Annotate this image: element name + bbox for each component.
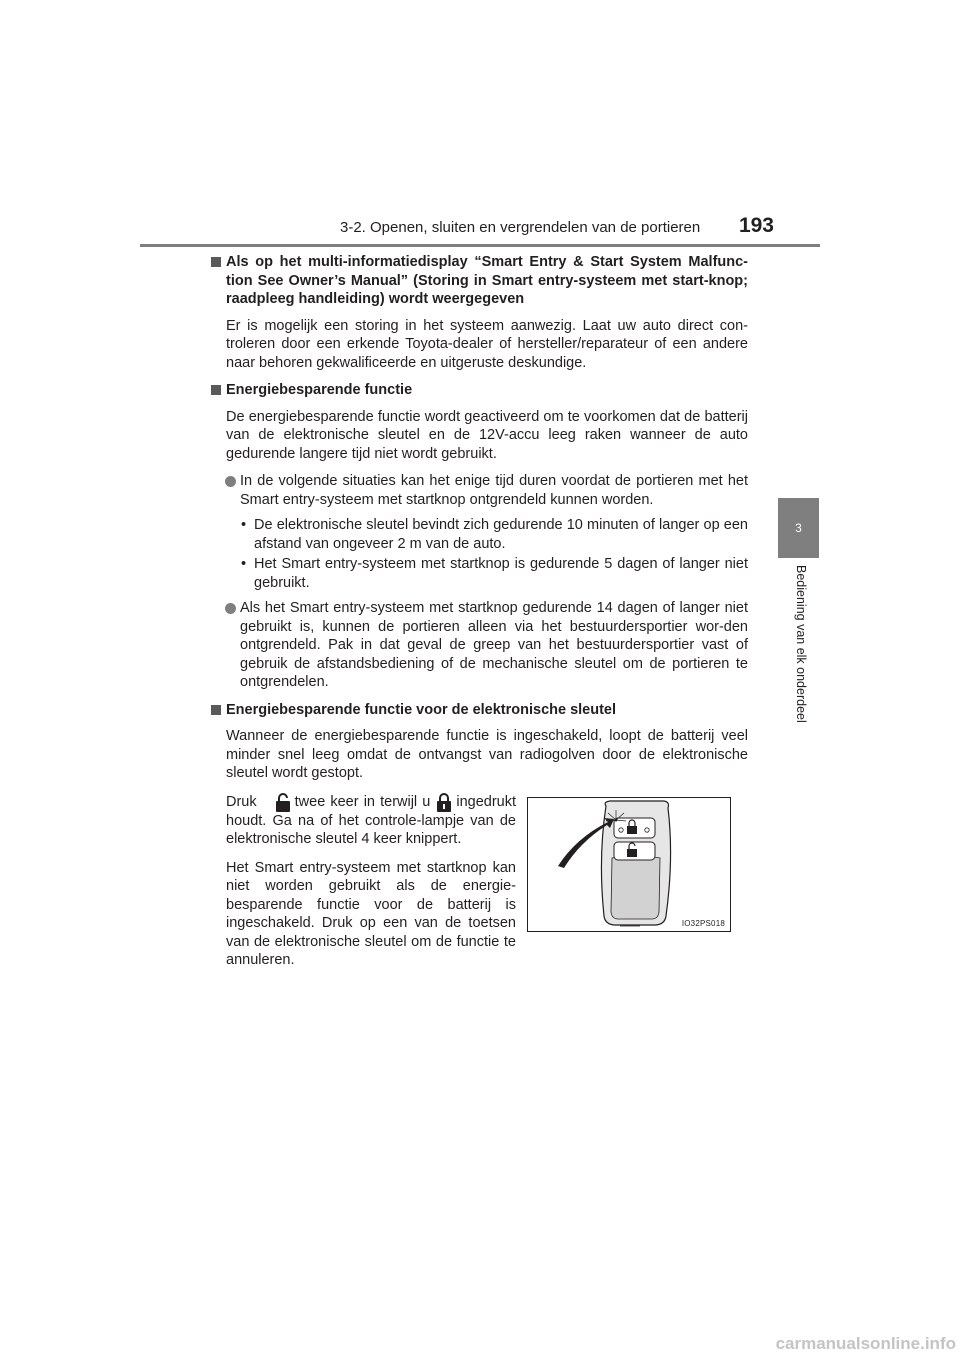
heading-key-energy-saving	[210, 701, 748, 720]
heading-malfunction-text: Als op het multi-informatiedisplay “Smart Entry & Start System Malfunc-tion See Owner’s Manual” (Storing in Smart entry-systeem met start-knop; raadpleeg handleiding) wordt weergegeven	[226, 254, 748, 307]
lock-icon	[436, 792, 452, 812]
section-square-icon	[211, 705, 221, 715]
sub-bullet-mark: •	[241, 556, 247, 572]
bullet-dot-icon	[225, 603, 236, 614]
bullet-item	[210, 599, 748, 692]
header-divider	[140, 244, 820, 247]
key-fob-drawing	[528, 798, 730, 931]
heading-energy-saving	[210, 381, 748, 400]
instruction-block	[210, 792, 748, 970]
body-malfunction: Er is mogelijk een storing in het systeem aanwezig. Laat uw auto direct con-troleren door een erkende Toyota-dealer of hersteller/reparateur of een andere naar behoren gekwalificeerde en uitgeruste deskundige.	[226, 317, 748, 371]
section-square-icon	[211, 385, 221, 395]
key-fob-illustration	[527, 797, 731, 932]
instruction-1	[226, 792, 516, 849]
instr-text: twee keer in terwijl u	[294, 793, 431, 810]
heading-energy-saving-text: Energiebesparende functie	[226, 382, 413, 398]
sub-item	[210, 516, 748, 553]
instr-text: Druk	[226, 793, 257, 810]
bullet-item	[210, 472, 748, 509]
heading-malfunction	[210, 253, 748, 309]
bullet-dot-icon	[225, 476, 236, 487]
bullet-text: In de volgende situaties kan het enige tijd duren voordat de portieren met het Smart entry-systeem met startknop ontgrendeld kunnen worden.	[240, 473, 748, 508]
body-energy-saving: De energiebesparende functie wordt geactiveerd om te voorkomen dat de batterij van de elektronische sleutel en de 12V-accu leeg raken wanneer de auto gedurende langere tijd niet wordt gebruikt.	[226, 408, 748, 462]
sub-text: Het Smart entry-systeem met startknop is gedurende 5 dagen of langer niet gebruikt.	[254, 556, 748, 591]
watermark-logo: carmanualsonline.info	[775, 1334, 956, 1353]
bullet-text: Als het Smart entry-systeem met startknop gedurende 14 dagen of langer niet gebruikt is, kunnen de portieren alleen via het bestuurdersportier wor-den ontgrendeld. Pak in dat geval de greep van het bestuurdersportier vast of gebruik de afstandsbediening of de mechanische sleutel om de portieren te ontgrendelen.	[240, 600, 748, 690]
instr-text: ingedrukt houdt. Ga na of het controle-lampje van de elektronische sleutel 4 keer knippert.	[226, 793, 516, 847]
figure-code: IO32PS018	[681, 918, 725, 928]
lock-icon	[275, 792, 291, 812]
chapter-tab[interactable]: 3	[778, 498, 819, 558]
section-square-icon	[211, 257, 221, 267]
section-title: 3-2. Openen, sluiten en vergrendelen van de portieren	[340, 219, 701, 236]
chapter-label: Bediening van elk onderdeel	[794, 565, 808, 723]
body-key-energy-saving: Wanneer de energiebesparende functie is ingeschakeld, loopt de batterij veel minder snel leeg omdat de ontvangst van radiogolven door de elektronische sleutel wordt gestopt.	[226, 728, 748, 781]
sub-text: De elektronische sleutel bevindt zich gedurende 10 minuten of langer op een afstand van ongeveer 2 m van de auto.	[254, 517, 748, 552]
heading-key-energy-saving-text: Energiebesparende functie voor de elektronische sleutel	[226, 701, 617, 718]
sub-bullet-mark: •	[241, 517, 247, 533]
instruction-text	[210, 792, 516, 970]
sub-item	[210, 555, 748, 592]
page-number: 193	[738, 214, 774, 237]
page-content	[210, 253, 748, 980]
instruction-2: Het Smart entry-systeem met startknop kan niet worden gebruikt als de energie-besparende functie voor de batterij is ingeschakeld. Druk op een van de toetsen van de elektronische sleutel om de functie te annuleren.	[226, 859, 516, 968]
